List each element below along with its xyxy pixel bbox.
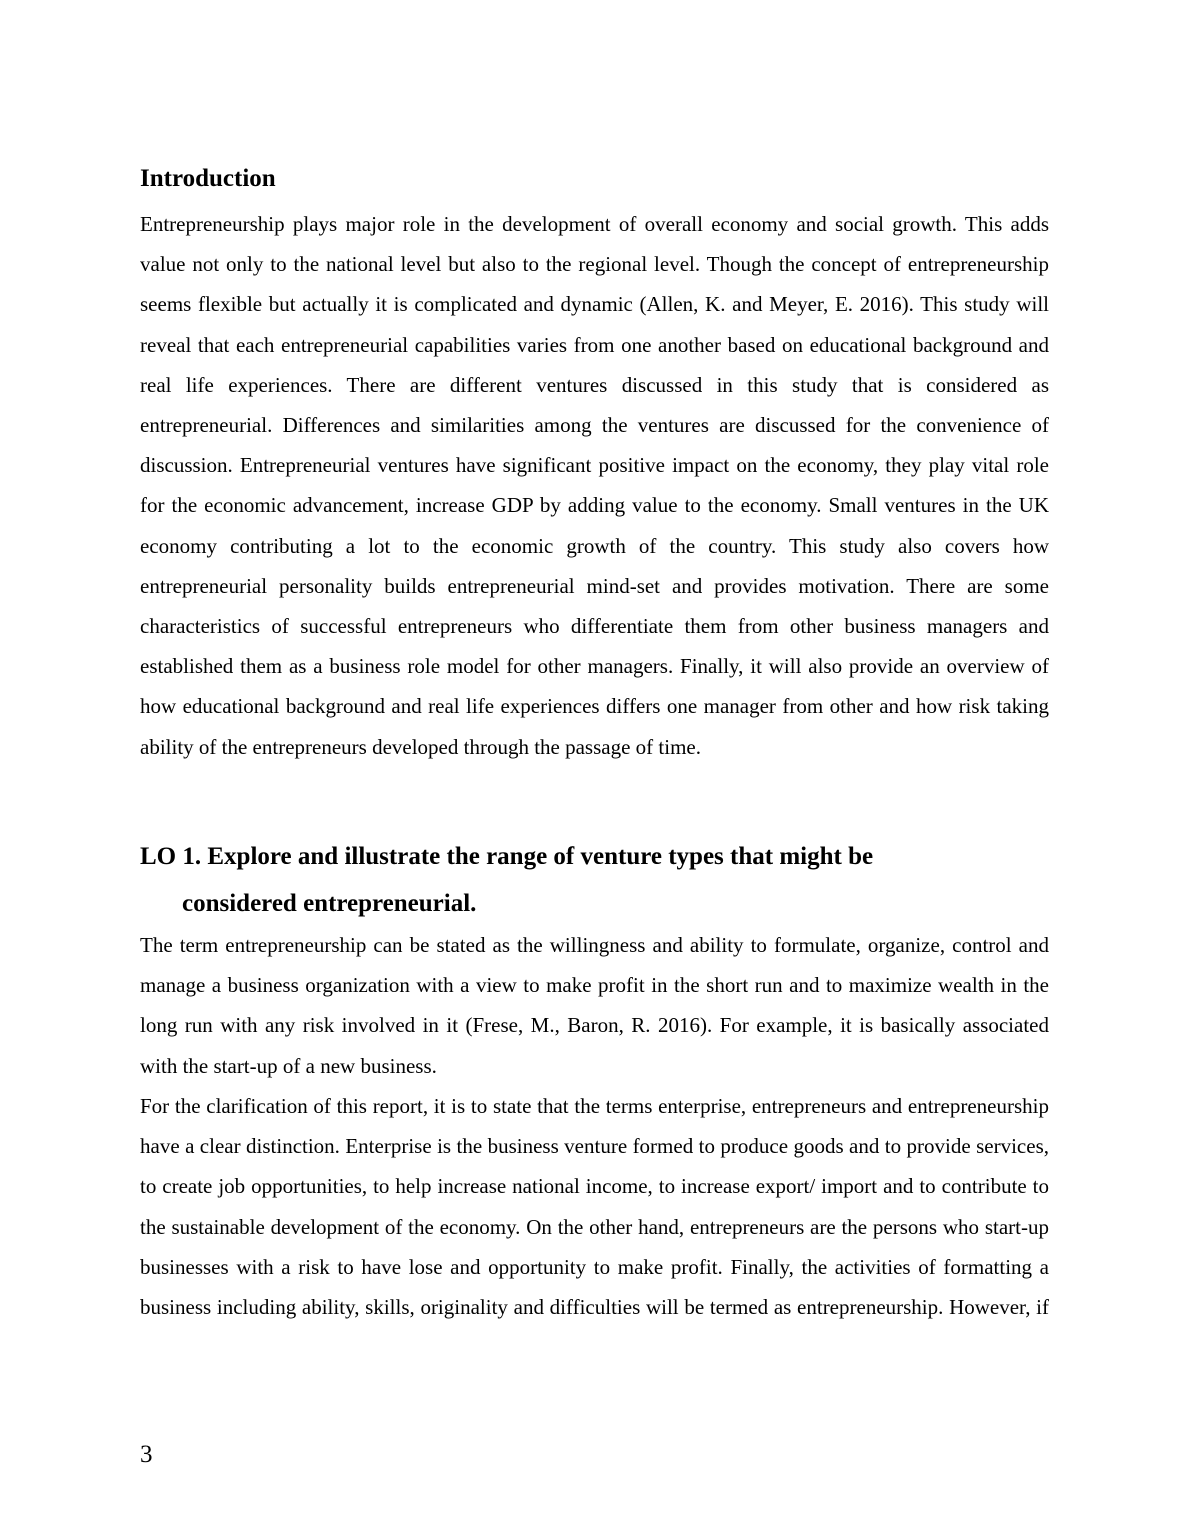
lo1-heading-line-1: LO 1. Explore and illustrate the range of venture types that might be <box>140 843 874 870</box>
lo1-heading-line-2: considered entrepreneurial. <box>182 890 477 917</box>
introduction-paragraph: Entrepreneurship plays major role in the development of overall economy and social growth. This adds value not only to the national level but also to the regional level. Though the concept of entrepreneurship seems flexible but actually it is complicated and dynamic (Allen, K. and Meyer, E. 2016). This study will reveal that each entrepreneurial capabilities varies from one another based on educational background and real life experiences. There are different ventures discussed in this study that is considered as entrepreneurial. Differences and similarities among the ventures are discussed for the convenience of discussion. Entrepreneurial ventures have significant positive impact on the economy, they play vital role for the economic advancement, increase GDP by adding value to the economy. Small ventures in the UK economy contributing a lot to the economic growth of the country. This study also covers how entrepreneurial personality builds entrepreneurial mind-set and provides motivation. There are some characteristics of successful entrepreneurs who differentiate them from other business managers and established them as a business role model for other managers. Finally, it will also provide an overview of how educational background and real life experiences differs one manager from other and how risk taking ability of the entrepreneurs developed through the passage of time. <box>140 212 1049 759</box>
lo1-paragraph-2: For the clarification of this report, it is to state that the terms enterprise, entrepreneurs and entrepreneurship have a clear distinction. Enterprise is the business venture formed to produce goods and to provide services, to create job opportunities, to help increase national income, to increase export/ import and to contribute to the sustainable development of the economy. On the other hand, entrepreneurs are the persons who start-up businesses with a risk to have lose and opportunity to make profit. Finally, the activities of formatting a business including ability, skills, originality and difficulties will be termed as entrepreneurship. However, if <box>140 1094 1049 1320</box>
lo1-paragraph-1: The term entrepreneurship can be stated as the willingness and ability to formulate, organize, control and manage a business organization with a view to make profit in the short run and to maximize wealth in the long run with any risk involved in it (Frese, M., Baron, R. 2016). For example, it is basically associated with the start-up of a new business. <box>140 933 1049 1078</box>
lo1-heading <box>140 833 1049 927</box>
page-number: 3 <box>140 1441 153 1468</box>
introduction-heading: Introduction <box>140 165 276 192</box>
